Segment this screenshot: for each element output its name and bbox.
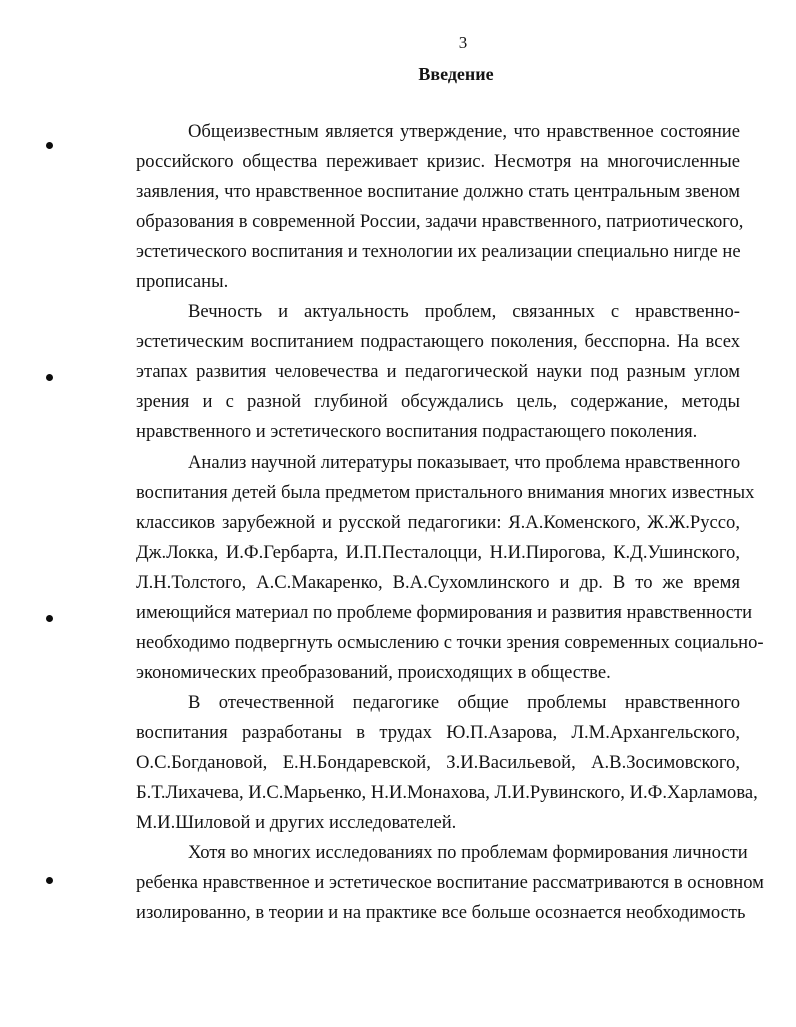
text-line: нравственного и эстетического воспитания подрастающего поколения.: [136, 421, 698, 442]
text-line: прописаны.: [136, 271, 229, 292]
text-line: Л.Н.Толстого, А.С.Макаренко, В.А.Сухомлинского и др. В то же время: [136, 572, 740, 593]
text-line: М.И.Шиловой и других исследователей.: [136, 812, 457, 833]
punch-hole-mark: [46, 142, 53, 149]
text-line: классиков зарубежной и русской педагогики: Я.А.Коменского, Ж.Ж.Руссо,: [136, 512, 740, 533]
text-line: ребенка нравственное и эстетическое воспитание рассматриваются в основном: [136, 872, 764, 893]
text-line: изолированно, в теории и на практике все больше осознается необходимость: [136, 902, 746, 923]
punch-hole-mark: [46, 877, 53, 884]
text-line: О.С.Богдановой, Е.Н.Бондаревской, З.И.Васильевой, А.В.Зосимовского,: [136, 752, 740, 773]
text-line: В отечественной педагогике общие проблемы нравственного: [188, 692, 740, 713]
text-line: необходимо подвергнуть осмыслению с точки зрения современных социально-: [136, 632, 764, 653]
text-line: российского общества переживает кризис. Несмотря на многочисленные: [136, 151, 740, 172]
text-line: Дж.Локка, И.Ф.Гербарта, И.П.Песталоцци, Н.И.Пирогова, К.Д.Ушинского,: [136, 542, 740, 563]
text-line: этапах развития человечества и педагогической науки под разным углом: [136, 361, 740, 382]
text-line: воспитания детей была предметом пристального внимания многих известных: [136, 482, 755, 503]
text-line: эстетическим воспитанием подрастающего поколения, бесспорна. На всех: [136, 331, 740, 352]
text-line: заявления, что нравственное воспитание должно стать центральным звеном: [136, 181, 740, 202]
text-line: Анализ научной литературы показывает, что проблема нравственного: [188, 452, 741, 473]
text-line: эстетического воспитания и технологии их реализации специально нигде не: [136, 241, 741, 262]
punch-hole-mark: [46, 615, 53, 622]
text-line: зрения и с разной глубиной обсуждались цель, содержание, методы: [136, 391, 740, 412]
text-line: Б.Т.Лихачева, И.С.Марьенко, Н.И.Монахова, Л.И.Рувинского, И.Ф.Харламова,: [136, 782, 758, 803]
text-line: экономических преобразований, происходящих в обществе.: [136, 662, 611, 683]
punch-hole-mark: [46, 374, 53, 381]
text-line: Вечность и актуальность проблем, связанных с нравственно-: [188, 301, 740, 322]
text-line: Общеизвестным является утверждение, что нравственное состояние: [188, 121, 740, 142]
page-number: 3: [458, 33, 468, 52]
text-line: имеющийся материал по проблеме формирования и развития нравственности: [136, 602, 753, 623]
section-title: Введение: [418, 64, 494, 84]
text-line: образования в современной России, задачи нравственного, патриотического,: [136, 211, 744, 232]
text-line: Хотя во многих исследованиях по проблемам формирования личности: [188, 842, 748, 863]
text-line: воспитания разработаны в трудах Ю.П.Азарова, Л.М.Архангельского,: [136, 722, 740, 743]
